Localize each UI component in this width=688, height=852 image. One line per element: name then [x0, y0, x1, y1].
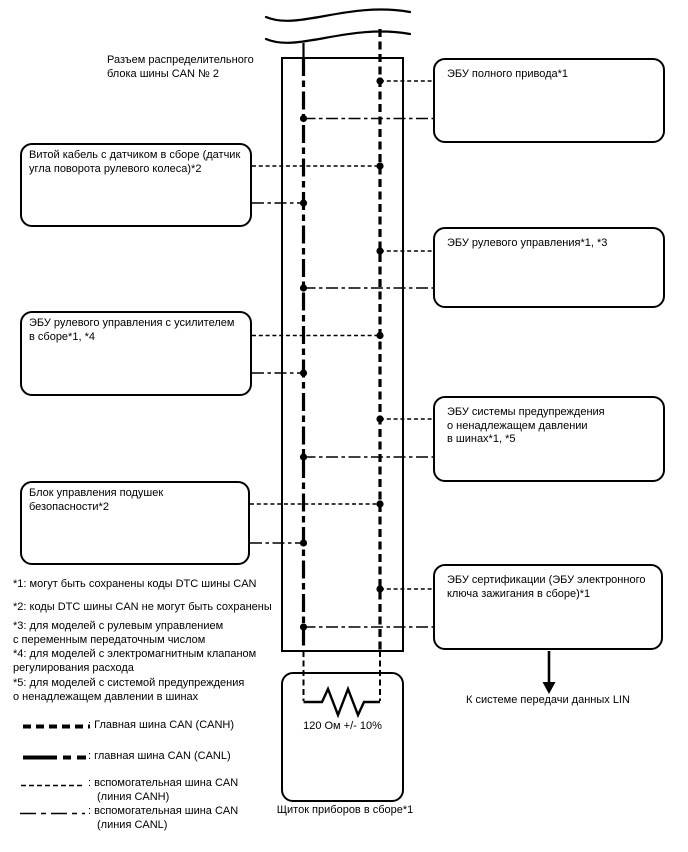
legend-item-sub-canl: : вспомогательная шина CAN (линия CANL) — [88, 805, 239, 831]
footnote-3: *3: для моделей с рулевым управлением с переменным передаточным числом — [13, 620, 224, 646]
can-no2-junction-connector-label: Разъем распределительного блока шины CAN № 2 — [107, 54, 254, 80]
bus-break-icon — [266, 10, 410, 43]
lin-bus-label: К системе передачи данных LIN — [466, 694, 630, 706]
legend-item-main-canh: : Главная шина CAN (CANH) — [88, 719, 235, 731]
footnote-1: *1: могут быть сохранены коды DTC шины CAN — [13, 578, 257, 590]
legend-item-sub-canh: : вспомогательная шина CAN (линия CANH) — [88, 777, 239, 803]
lin-arrow-icon — [543, 651, 556, 694]
node-airbag-ecu: Блок управления подушек безопасности*2 — [20, 481, 250, 565]
legend-line-samples — [20, 727, 90, 814]
footnote-4: *4: для моделей с электромагнитным клапаном регулирования расхода — [13, 648, 257, 674]
branch-lines — [250, 81, 433, 627]
node-instrument-cluster — [281, 672, 404, 802]
node-spiral-cable-steering-angle-sensor: Витой кабель с датчиком в сборе (датчик угла поворота рулевого колеса)*2 — [20, 143, 252, 227]
junction-dots — [300, 77, 384, 630]
junction-block-outline — [282, 58, 403, 651]
node-steering-ecu: ЭБУ рулевого управления*1, *3 — [433, 227, 665, 308]
instrument-cluster-label: Щиток приборов в сборе*1 — [276, 804, 414, 816]
resistor-value-label: 120 Ом +/- 10% — [303, 720, 382, 732]
legend-item-main-canl: : главная шина CAN (CANL) — [88, 750, 231, 762]
node-tire-pressure-warning-ecu: ЭБУ системы предупреждения о ненадлежащем давлении в шинах*1, *5 — [433, 396, 665, 482]
footnote-5: *5: для моделей с системой предупреждения о ненадлежащем давлении в шинах — [13, 677, 245, 703]
footnote-2: *2: коды DTC шины CAN не могут быть сохранены — [13, 601, 272, 613]
node-awd-ecu: ЭБУ полного привода*1 — [433, 58, 665, 143]
node-power-steering-ecu: ЭБУ рулевого управления с усилителем в сборе*1, *4 — [20, 311, 252, 396]
node-certification-ecu: ЭБУ сертификации (ЭБУ электронного ключа зажигания в сборе)*1 — [433, 564, 663, 650]
